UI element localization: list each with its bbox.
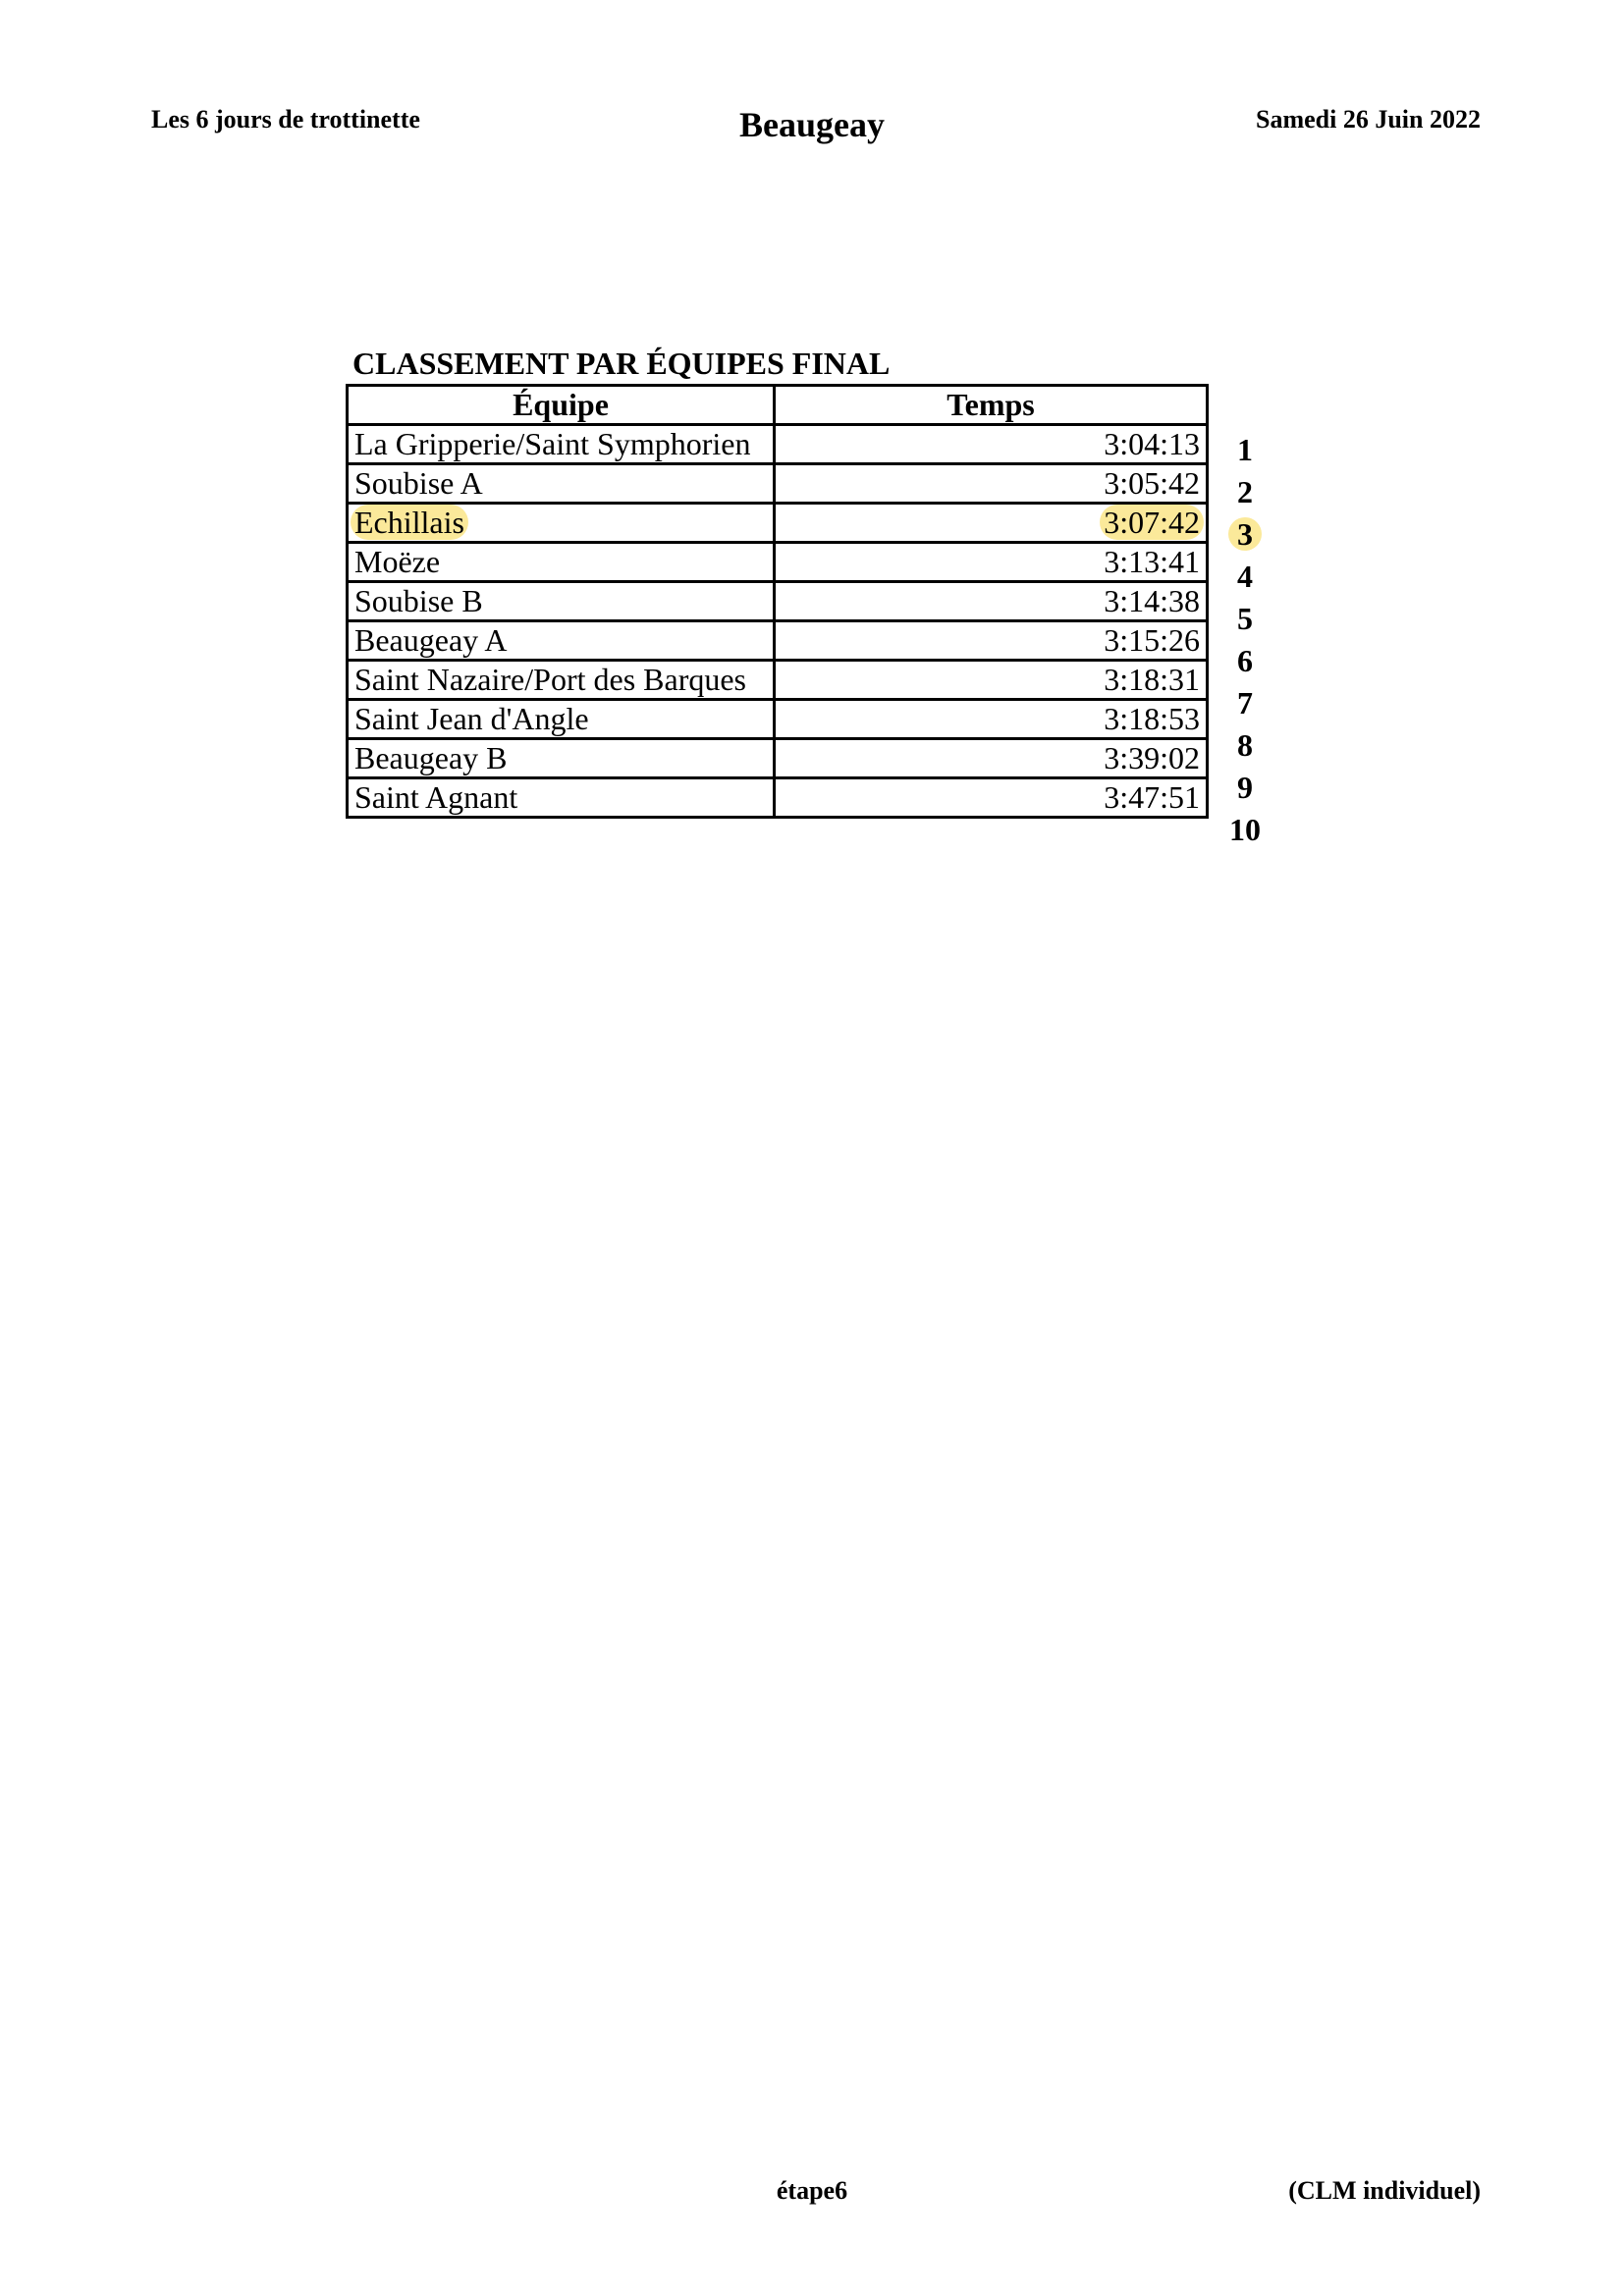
- team-name-cell: [348, 621, 775, 661]
- team-time-cell: [775, 504, 1208, 543]
- rank-number: [1221, 429, 1269, 471]
- team-time-cell: [775, 621, 1208, 661]
- team-time-cell: [775, 464, 1208, 504]
- table-row: [348, 621, 1208, 661]
- team-name-cell: [348, 778, 775, 818]
- table-title: CLASSEMENT PAR ÉQUIPES FINAL: [352, 346, 891, 381]
- team-name: La Gripperie/Saint Symphorien: [354, 426, 751, 461]
- rank-value: 9: [1237, 770, 1253, 805]
- team-time: 3:13:41: [1104, 544, 1200, 579]
- team-time: 3:47:51: [1104, 779, 1200, 815]
- rank-value: 8: [1237, 727, 1253, 763]
- team-time: 3:15:26: [1104, 622, 1200, 658]
- header-event-name: Les 6 jours de trottinette: [151, 105, 420, 133]
- rank-number: [1221, 640, 1269, 682]
- team-time: 3:18:31: [1104, 662, 1200, 697]
- rank-value: 1: [1237, 432, 1253, 467]
- team-time-cell: [775, 543, 1208, 582]
- team-name-cell: [348, 582, 775, 621]
- rank-value: 4: [1237, 559, 1253, 594]
- team-time-cell: [775, 778, 1208, 818]
- team-time: 3:39:02: [1104, 740, 1200, 775]
- rank-value: 10: [1229, 812, 1261, 847]
- table-row: [348, 464, 1208, 504]
- table-row: [348, 661, 1208, 700]
- team-name-cell: [348, 661, 775, 700]
- team-time: 3:07:42: [1100, 505, 1204, 540]
- rank-number: [1221, 682, 1269, 724]
- table-row: [348, 504, 1208, 543]
- team-name: Saint Nazaire/Port des Barques: [354, 662, 746, 697]
- table-row: [348, 778, 1208, 818]
- table-header-row: [348, 386, 1208, 425]
- team-name-cell: [348, 425, 775, 464]
- column-header-time: Temps: [775, 386, 1208, 425]
- team-time: 3:18:53: [1104, 701, 1200, 736]
- team-name: Beaugeay B: [354, 740, 508, 775]
- team-time: 3:14:38: [1104, 583, 1200, 618]
- team-ranking-table: [346, 384, 1209, 819]
- rank-value: 6: [1237, 643, 1253, 678]
- team-name-cell: [348, 700, 775, 739]
- team-time-cell: [775, 661, 1208, 700]
- table-row: [348, 543, 1208, 582]
- rank-value: 7: [1237, 685, 1253, 721]
- team-time-cell: [775, 425, 1208, 464]
- team-name: Echillais: [351, 505, 468, 540]
- team-name: Moëze: [354, 544, 441, 579]
- team-name-cell: [348, 464, 775, 504]
- team-name-cell: [348, 543, 775, 582]
- team-time: 3:04:13: [1104, 426, 1200, 461]
- team-name: Soubise B: [354, 583, 483, 618]
- table-row: [348, 582, 1208, 621]
- table-row: [348, 739, 1208, 778]
- team-time-cell: [775, 739, 1208, 778]
- team-name-cell: [348, 504, 775, 543]
- team-name: Beaugeay A: [354, 622, 508, 658]
- column-header-team: Équipe: [348, 386, 775, 425]
- team-time-cell: [775, 582, 1208, 621]
- table-row: [348, 425, 1208, 464]
- rank-value: 3: [1228, 517, 1262, 551]
- table-body: [348, 425, 1208, 818]
- team-time-cell: [775, 700, 1208, 739]
- team-name: Saint Jean d'Angle: [354, 701, 589, 736]
- footer-stage: étape6: [776, 2176, 848, 2205]
- footer-stage-type: (CLM individuel): [1288, 2176, 1481, 2205]
- header-date: Samedi 26 Juin 2022: [1256, 105, 1481, 133]
- team-name: Soubise A: [354, 465, 483, 501]
- rank-number: [1221, 724, 1269, 767]
- rank-number: [1221, 471, 1269, 513]
- rank-value: 2: [1237, 474, 1253, 509]
- rank-number: [1221, 809, 1269, 851]
- rank-number: [1221, 556, 1269, 598]
- rank-number: [1221, 598, 1269, 640]
- team-time: 3:05:42: [1104, 465, 1200, 501]
- header-location: Beaugeay: [739, 105, 885, 144]
- rank-value: 5: [1237, 601, 1253, 636]
- team-name-cell: [348, 739, 775, 778]
- rank-column: [1221, 429, 1269, 851]
- rank-number: [1221, 513, 1269, 556]
- team-name: Saint Agnant: [354, 779, 518, 815]
- table-row: [348, 700, 1208, 739]
- rank-number: [1221, 767, 1269, 809]
